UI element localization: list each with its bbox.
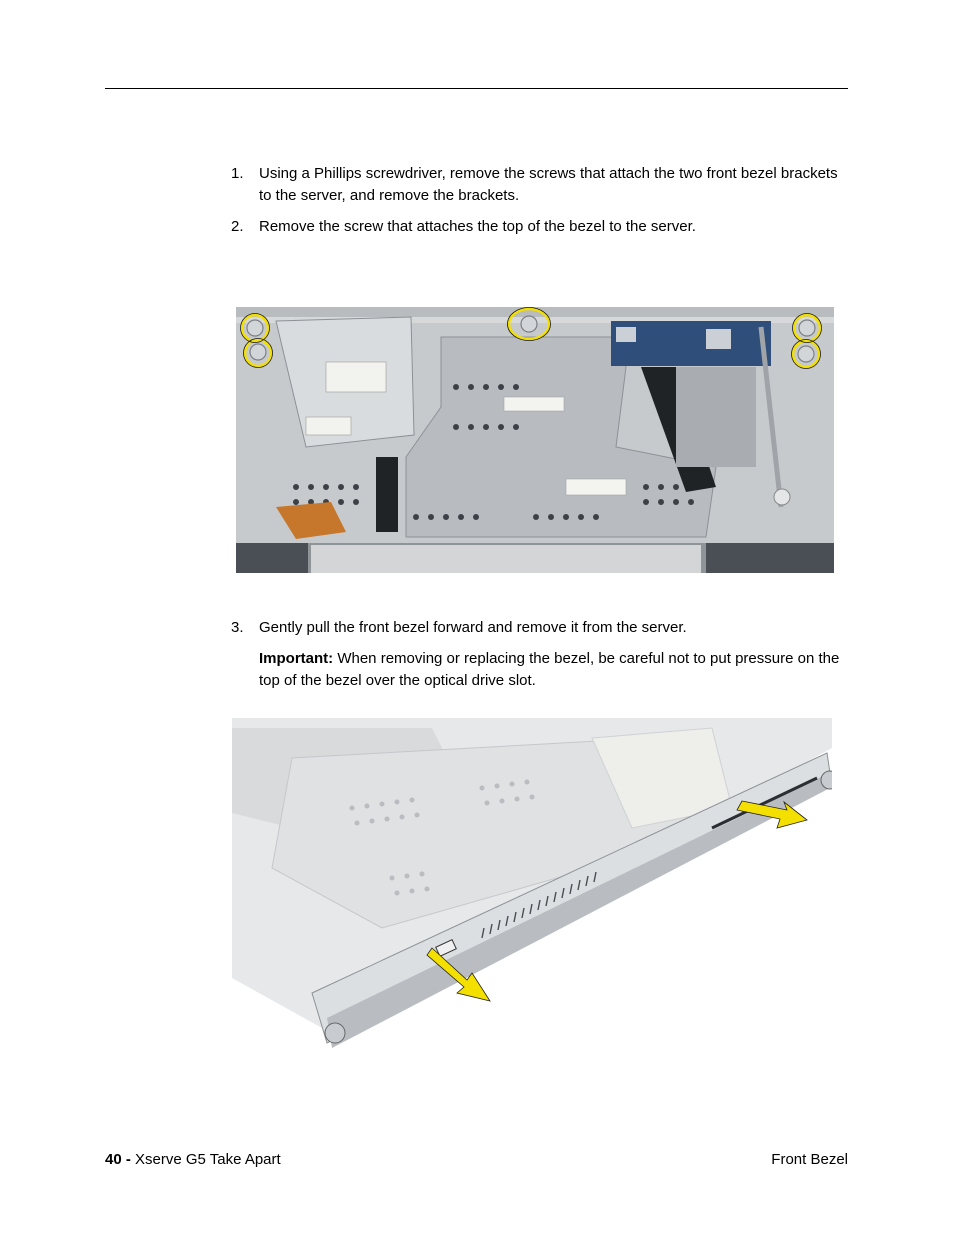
step-number: 2.: [231, 218, 244, 235]
figure-bezel-removal: [232, 718, 832, 1058]
step-number: 3.: [231, 619, 244, 636]
step-number: 1.: [231, 165, 244, 182]
step-text: Gently pull the front bezel forward and remove it from the server.: [259, 619, 687, 636]
footer-left: [105, 1151, 281, 1169]
step-text: Remove the screw that attaches the top of the bezel to the server.: [259, 218, 696, 235]
document-title: Xserve G5 Take Apart: [135, 1151, 281, 1168]
page-number: 40 -: [105, 1151, 131, 1168]
footer-section: Front Bezel: [771, 1151, 848, 1168]
header-rule: [105, 88, 848, 89]
step-text: Using a Phillips screwdriver, remove the screws that attach the two front bezel brackets to the server, and remove the brackets.: [259, 165, 838, 204]
important-text: When removing or replacing the bezel, be careful not to put pressure on the top of the bezel over the optical drive slot.: [259, 650, 840, 689]
important-label: Important:: [259, 650, 334, 667]
figure-screw-locations: [236, 307, 834, 573]
important-note: [259, 648, 849, 692]
